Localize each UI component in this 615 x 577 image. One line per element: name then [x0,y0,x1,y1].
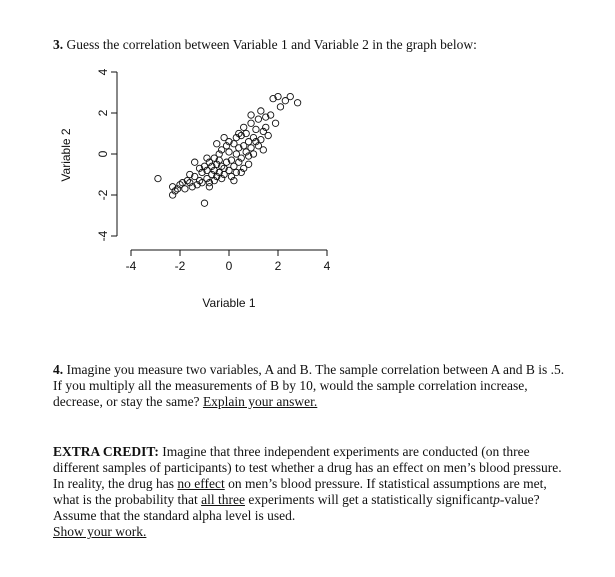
question-4-number: 4. [53,362,64,377]
plot-axes [96,68,331,273]
data-point [255,116,261,122]
question-3-text: Guess the correlation between Variable 1 and Variable 2 in the graph below: [66,37,477,52]
extra-credit-show-work: Show your work. [53,524,147,539]
data-point [206,184,212,190]
y-tick-label: 4 [96,68,110,76]
extra-credit-p: p [493,492,500,507]
extra-credit-text-1: Imagine that three independent experiments are conducted (on three different samples of participants) to test whether a drug has an effect on men’s blood pressure. In reality, the drug has [53,444,562,491]
extra-credit-all-three: all three [201,492,245,507]
data-point [258,108,264,114]
data-point [248,112,254,118]
question-3-number: 3. [53,37,64,52]
y-tick-label: 0 [96,150,110,158]
data-point [272,120,278,126]
x-tick-label: -2 [174,259,186,273]
data-point [201,200,207,206]
data-point [214,141,220,147]
extra-credit-text-4: -value? Assume that the standard alpha level is used. [53,492,540,523]
data-point [245,161,251,167]
data-point [294,100,300,106]
data-point [287,93,293,99]
extra-credit-label: EXTRA CREDIT: [53,444,159,459]
y-tick-label: 2 [96,109,110,117]
data-point [248,120,254,126]
data-point [192,159,198,165]
data-point [155,175,161,181]
plot-points [155,93,301,206]
x-axis-label: Variable 1 [202,296,256,310]
extra-credit-text-3: experiments will get a statistically significant [248,492,494,507]
question-4-explain: Explain your answer. [202,394,318,409]
x-tick-label: 4 [323,259,331,273]
data-point [226,149,232,155]
data-point [248,145,254,151]
data-point [265,132,271,138]
data-point [182,186,188,192]
question-4 [53,362,573,410]
data-point [260,147,266,153]
extra-credit-text-2: on men’s blood pressure. If statistical assumptions are met, what is the probability that [53,476,547,507]
x-tick-label: 2 [274,259,282,273]
question-4-text: Imagine you measure two variables, A and B. The sample correlation between A and B is .5. If you multiply all the measurements of B by 10, would the sample correlation increase, decrease, or stay the same? [53,362,565,409]
y-axis-label: Variable 2 [59,128,73,182]
x-tick-label: 0 [225,259,233,273]
data-point [253,126,259,132]
y-tick-label: -4 [96,230,110,242]
data-point [241,124,247,130]
data-point [277,104,283,110]
y-tick-label: -2 [96,189,110,201]
extra-credit-no-effect: no effect [177,476,225,491]
x-tick-label: -4 [125,259,137,273]
extra-credit [53,444,573,540]
